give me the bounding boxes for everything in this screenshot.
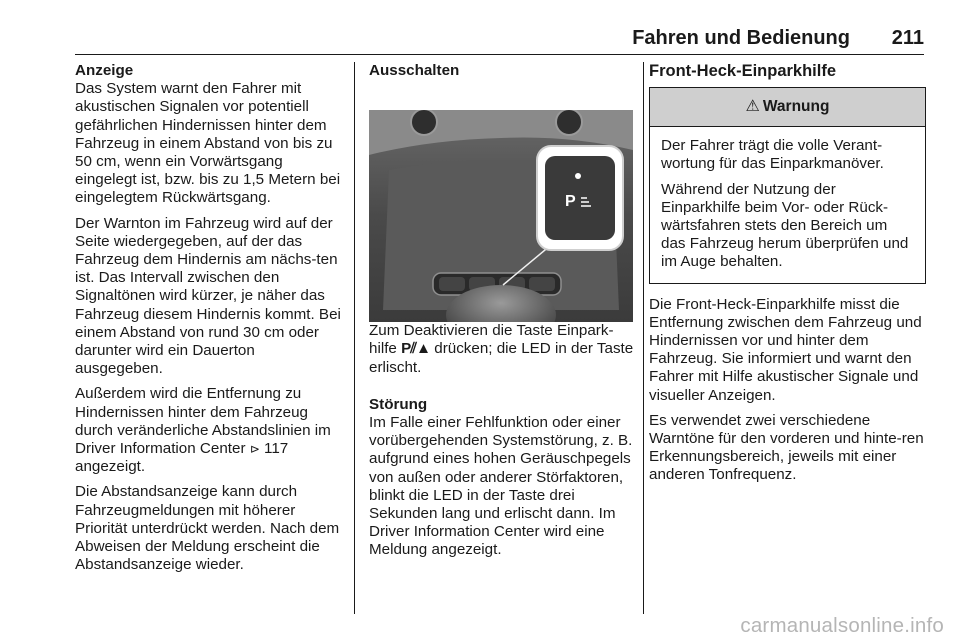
caption-text: Zum Deaktivieren die Taste Einpark-hilfe xyxy=(369,322,614,358)
column-display xyxy=(75,62,345,581)
watermark: carmanualsonline.info xyxy=(740,614,944,637)
page-reference[interactable]: 117 xyxy=(264,440,289,458)
section-title: Fahren und Bedienung xyxy=(632,27,850,49)
warning-title: Warnung xyxy=(762,98,830,116)
column-divider-1 xyxy=(354,62,355,614)
paragraph-text: angezeigt. xyxy=(75,458,146,476)
warning-paragraph: Während der Nutzung der Einparkhilfe beim Vor- oder Rück-wärtsfahren stets den Bereich um das Fahrzeug herum überprüfen und im Auge behalten. xyxy=(661,180,909,271)
heading-ausschalten: Ausschalten xyxy=(369,62,460,79)
caption xyxy=(369,322,635,377)
warning-paragraph: Der Fahrer trägt die volle Verant-wortung für das Einparkmanöver. xyxy=(661,137,884,173)
heading-front-heck-einparkhilfe: Front-Heck-Einparkhilfe xyxy=(649,62,837,80)
warning-triangle-icon: ⚠ xyxy=(745,98,760,116)
column-divider-2 xyxy=(643,62,644,614)
paragraph: Im Falle einer Fehlfunktion oder einer vorübergehenden Systemstörung, z. B. aufgrund eines hohen Geräuschpegels von außen oder anderer Störfaktoren, blinkt die LED in der Taste drei Sekunden lang und erlischt dann. Im Driver Information Center wird eine Meldung angezeigt. xyxy=(369,414,633,559)
page-reference-icon: ⊳ xyxy=(249,442,260,457)
heading-anzeige: Anzeige xyxy=(75,62,134,79)
paragraph-text: Außerdem wird die Entfernung zu Hindernissen hinter dem Fahrzeug durch veränderliche Abstandslinien im Driver Information Center xyxy=(75,385,331,458)
page-number: 211 xyxy=(891,27,924,49)
page-header xyxy=(75,26,924,55)
caption-text: drücken; die LED in der Taste erlischt. xyxy=(369,340,634,376)
heading-stoerung: Störung xyxy=(369,395,428,413)
warning-box xyxy=(649,87,926,283)
console-photo xyxy=(369,110,633,322)
console-photo-illustration xyxy=(369,110,633,322)
park-assist-symbol-icon: P⫽▲ xyxy=(401,340,431,358)
paragraph: Der Warnton im Fahrzeug wird auf der Seite wiedergegeben, auf der das Fahrzeug dem Hindernis am nächs-ten ist. Das Intervall zwischen den Signaltönen wird kürzer, je näher das Fahrzeug diesem Hindernis kommt. Bei einem Abstand von rund 30 cm oder darunter wird ein Dauerton ausgegeben. xyxy=(75,214,341,378)
paragraph-with-reference xyxy=(75,385,345,476)
column-front-rear-park-assist xyxy=(649,62,926,492)
paragraph: Das System warnt den Fahrer mit akustischen Signalen vor potentiell gefährlichen Hindernissen hinter dem Fahrzeug in einem Abstand von bis zu 50 cm, wenn ein Vorwärtsgang eingelegt ist, bzw. bis zu 1,5 Metern bei eingelegtem Rückwärtsgang. xyxy=(75,80,341,207)
paragraph: Die Front-Heck-Einparkhilfe misst die Entfernung zwischen dem Fahrzeug und Hindernissen vor und hinter dem Fahrzeug. Sie informiert und warnt den Fahrer mit Hilfe akustischer Signale und visueller Anzeigen. xyxy=(649,295,922,404)
paragraph: Es verwendet zwei verschiedene Warntöne für den vorderen und hinte-ren Erkennungsbereich, jeweils mit einer anderen Tonfrequenz. xyxy=(649,411,924,484)
warning-header xyxy=(650,88,925,127)
paragraph: Die Abstandsanzeige kann durch Fahrzeugmeldungen mit höherer Priorität unterdrückt werden. Nach dem Abweisen der Meldung erscheint die Abstandsanzeige wieder. xyxy=(75,483,340,574)
park-assist-button-label: P xyxy=(565,193,576,211)
warning-body xyxy=(650,127,925,282)
column-switch-off xyxy=(369,62,635,567)
